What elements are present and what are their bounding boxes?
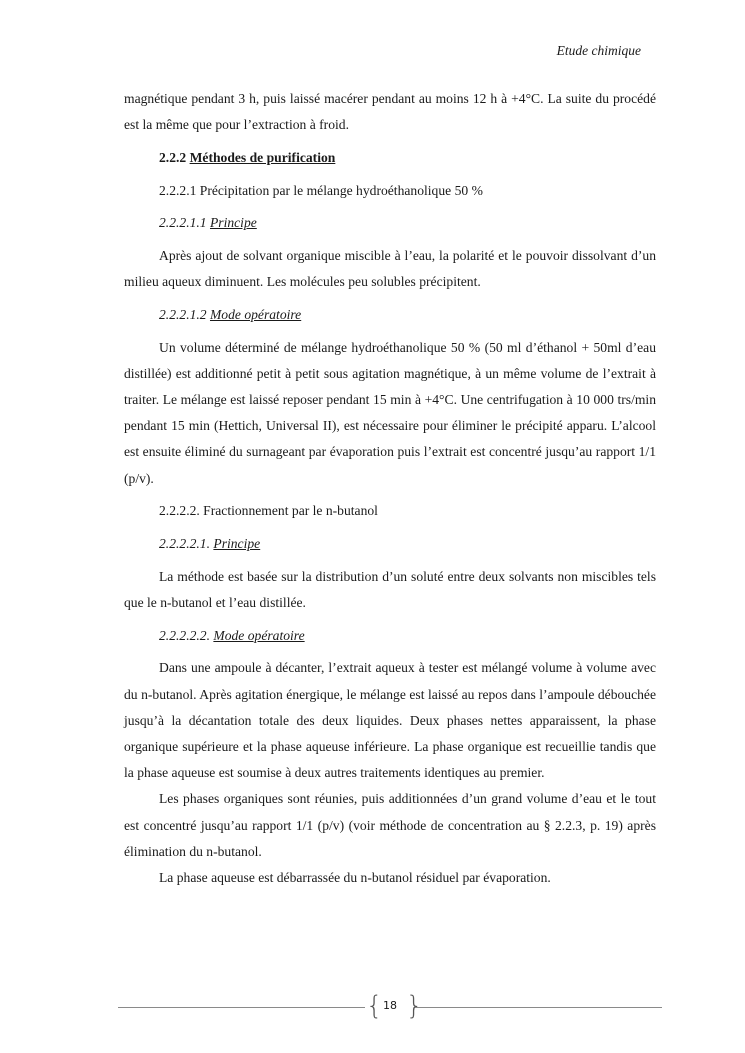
section-heading-2-2-2-2-1 bbox=[124, 531, 656, 557]
section-heading-2-2-2-2: 2.2.2.2. Fractionnement par le n-butanol bbox=[159, 503, 378, 519]
paragraph-mode-operatoire-1: Un volume déterminé de mélange hydroéthanolique 50 % (50 ml d’éthanol + 50ml d’eau distillée) est additionné petit à petit sous agitation magnétique, à un même volume de l’extrait à traiter. Le mélange est laissé reposer pendant 15 min à +4°C. Une centrifugation à 10 000 trs/min pendant 15 min (Hettich, Universal II), est nécessaire pour éliminer le précipité apparu. L’alcool est ensuite éliminé du surnageant par évaporation puis l’extrait est concentré jusqu’au rapport 1/1 (p/v). bbox=[124, 339, 656, 486]
section-heading-2-2-2-1: 2.2.2.1 Précipitation par le mélange hydroéthanolique 50 % bbox=[159, 182, 483, 198]
paragraph-phase-aqueuse: La phase aqueuse est débarrassée du n-butanol résiduel par évaporation. bbox=[159, 869, 551, 885]
footer-rule-left bbox=[118, 1007, 365, 1008]
paragraph-continuation: magnétique pendant 3 h, puis laissé macérer pendant au moins 12 h à +4°C. La suite du procédé est la même que pour l’extraction à froid. bbox=[124, 91, 656, 133]
section-number: 2.2.2.2.1. bbox=[159, 536, 210, 552]
section-heading-2-2-2 bbox=[124, 145, 656, 171]
right-brace-icon: } bbox=[406, 991, 423, 1021]
page-footer bbox=[118, 992, 662, 1022]
paragraph-principe-1: Après ajout de solvant organique miscible à l’eau, la polarité et le pouvoir dissolvant d’un milieu aqueux diminuent. Les molécules peu solubles précipitent. bbox=[124, 248, 656, 290]
section-heading-2-2-2-1-2 bbox=[124, 302, 656, 328]
paragraph-principe-2: La méthode est basée sur la distribution d’un soluté entre deux solvants non miscibles tels que le n-butanol et l’eau distillée. bbox=[124, 568, 656, 610]
section-title: Principe bbox=[213, 536, 261, 552]
body-text bbox=[124, 86, 656, 891]
footer-rule-right bbox=[415, 1007, 662, 1008]
section-title: Méthodes de purification bbox=[189, 149, 336, 165]
section-number: 2.2.2 bbox=[159, 149, 187, 165]
section-title: Mode opératoire bbox=[213, 627, 305, 643]
page-number: 18 bbox=[383, 999, 397, 1012]
section-heading-2-2-2-1-1 bbox=[124, 210, 656, 236]
running-header: Etude chimique bbox=[556, 43, 641, 58]
section-title: Mode opératoire bbox=[209, 306, 302, 322]
section-number: 2.2.2.1.2 bbox=[159, 306, 207, 322]
section-heading-2-2-2-2-2 bbox=[124, 623, 656, 649]
section-number: 2.2.2.2.2. bbox=[159, 627, 210, 643]
paragraph-mode-operatoire-2: Dans une ampoule à décanter, l’extrait aqueux à tester est mélangé volume à volume avec du n-butanol. Après agitation énergique, le mélange est laissé au repos dans l’ampoule débouchée jusqu’à la décantation totale des deux liquides. Deux phases nettes apparaissent, la phase organique supérieure et la phase aqueuse inférieure. La phase organique est recueillie tandis que la phase aqueuse est soumise à deux autres traitements identiques au premier. bbox=[124, 660, 656, 781]
section-number: 2.2.2.1.1 bbox=[159, 215, 207, 231]
section-title: Principe bbox=[209, 215, 257, 231]
paragraph-phases-organiques: Les phases organiques sont réunies, puis additionnées d’un grand volume d’eau et le tout est concentré jusqu’au rapport 1/1 (p/v) (voir méthode de concentration au § 2.2.3, p. 19) après élimination du n-butanol. bbox=[124, 791, 656, 859]
left-brace-icon: { bbox=[366, 991, 383, 1021]
